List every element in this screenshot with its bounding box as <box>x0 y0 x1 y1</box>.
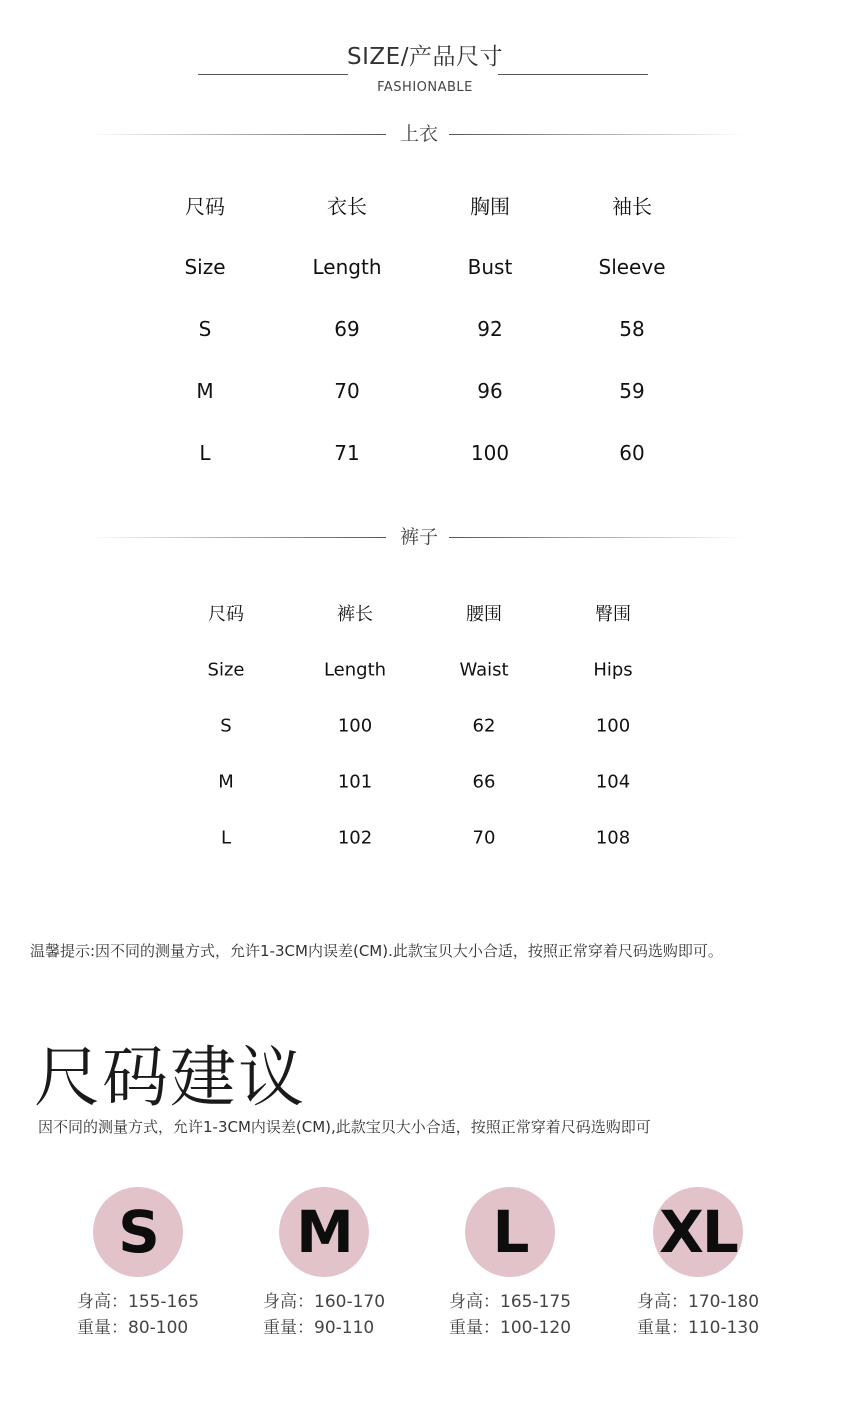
table-cell: 92 <box>477 317 503 341</box>
size-badge-m: M <box>279 1187 369 1277</box>
table-cell: S <box>220 715 232 737</box>
pants-section-label: 裤子 <box>399 526 438 548</box>
size-s-info <box>77 1289 199 1341</box>
page-subtitle: FASHIONABLE <box>377 80 473 95</box>
table-cell: 100 <box>337 715 373 737</box>
tops-divider-right <box>449 134 745 135</box>
table-cell: 59 <box>619 379 645 403</box>
pants-header-cn-hips: 臀围 <box>595 604 631 625</box>
table-cell: L <box>199 441 211 465</box>
pants-divider-right <box>449 537 745 538</box>
size-xl-weight: 重量：110-130 <box>637 1318 760 1338</box>
table-cell: 102 <box>337 827 373 849</box>
table-cell: 101 <box>337 771 373 793</box>
tops-divider-left <box>88 134 386 135</box>
size-badge-s: S <box>93 1187 183 1277</box>
size-m-weight: 重量：90-110 <box>263 1318 375 1338</box>
size-advice-title: 尺码建议 <box>34 1039 306 1116</box>
pants-header-en-hips: Hips <box>593 659 633 681</box>
table-cell: S <box>198 317 212 341</box>
table-cell: 60 <box>619 441 645 465</box>
size-s-height: 身高：155-165 <box>77 1292 200 1312</box>
table-cell: 100 <box>595 715 631 737</box>
table-cell: 96 <box>477 379 503 403</box>
size-l-weight: 重量：100-120 <box>449 1318 572 1338</box>
title-divider-left <box>198 74 348 75</box>
table-cell: M <box>196 379 214 403</box>
table-cell: 100 <box>470 441 510 465</box>
pants-header-cn-size: 尺码 <box>208 604 244 625</box>
size-xl-info <box>637 1289 759 1341</box>
size-badge-xl: XL <box>653 1187 743 1277</box>
table-cell: 58 <box>619 317 645 341</box>
table-cell: 108 <box>595 827 631 849</box>
table-cell: 69 <box>334 317 360 341</box>
size-l-info <box>449 1289 571 1341</box>
size-m-info <box>263 1289 385 1341</box>
size-badge-l: L <box>465 1187 555 1277</box>
tops-header-cn-sleeve: 袖长 <box>612 194 652 219</box>
tops-header-cn-size: 尺码 <box>185 194 225 219</box>
table-cell: M <box>218 771 234 793</box>
size-s-weight: 重量：80-100 <box>77 1318 189 1338</box>
pants-header-cn-waist: 腰围 <box>466 604 502 625</box>
tops-header-en-bust: Bust <box>467 255 513 279</box>
tops-header-en-sleeve: Sleeve <box>598 255 666 279</box>
tops-header-en-size: Size <box>184 255 226 279</box>
table-cell: 70 <box>334 379 360 403</box>
table-cell: 104 <box>595 771 631 793</box>
tops-header-cn-length: 衣长 <box>327 194 367 219</box>
pants-divider-left <box>88 537 386 538</box>
table-cell: 66 <box>472 771 496 793</box>
tops-header-cn-bust: 胸围 <box>470 194 510 219</box>
pants-header-cn-length: 裤长 <box>337 604 373 625</box>
size-advice-note: 因不同的测量方式，允许1-3CM内误差(CM),此款宝贝大小合适，按照正常穿着尺码选购即可 <box>38 1118 651 1136</box>
size-xl-height: 身高：170-180 <box>637 1292 760 1312</box>
table-cell: 71 <box>334 441 360 465</box>
table-cell: 62 <box>472 715 496 737</box>
page-title: SIZE/产品尺寸 <box>347 44 503 70</box>
title-divider-right <box>498 74 648 75</box>
pants-header-en-size: Size <box>207 659 245 681</box>
table-cell: 70 <box>472 827 496 849</box>
size-l-height: 身高：165-175 <box>449 1292 572 1312</box>
size-m-height: 身高：160-170 <box>263 1292 386 1312</box>
tops-header-en-length: Length <box>312 255 382 279</box>
pants-header-en-length: Length <box>323 659 387 681</box>
table-cell: L <box>220 827 232 849</box>
tops-section-label: 上衣 <box>399 123 438 145</box>
measurement-tip: 温馨提示:因不同的测量方式，允许1-3CM内误差(CM).此款宝贝大小合适，按照正常穿着尺码选购即可。 <box>30 942 723 960</box>
pants-header-en-waist: Waist <box>459 659 509 681</box>
